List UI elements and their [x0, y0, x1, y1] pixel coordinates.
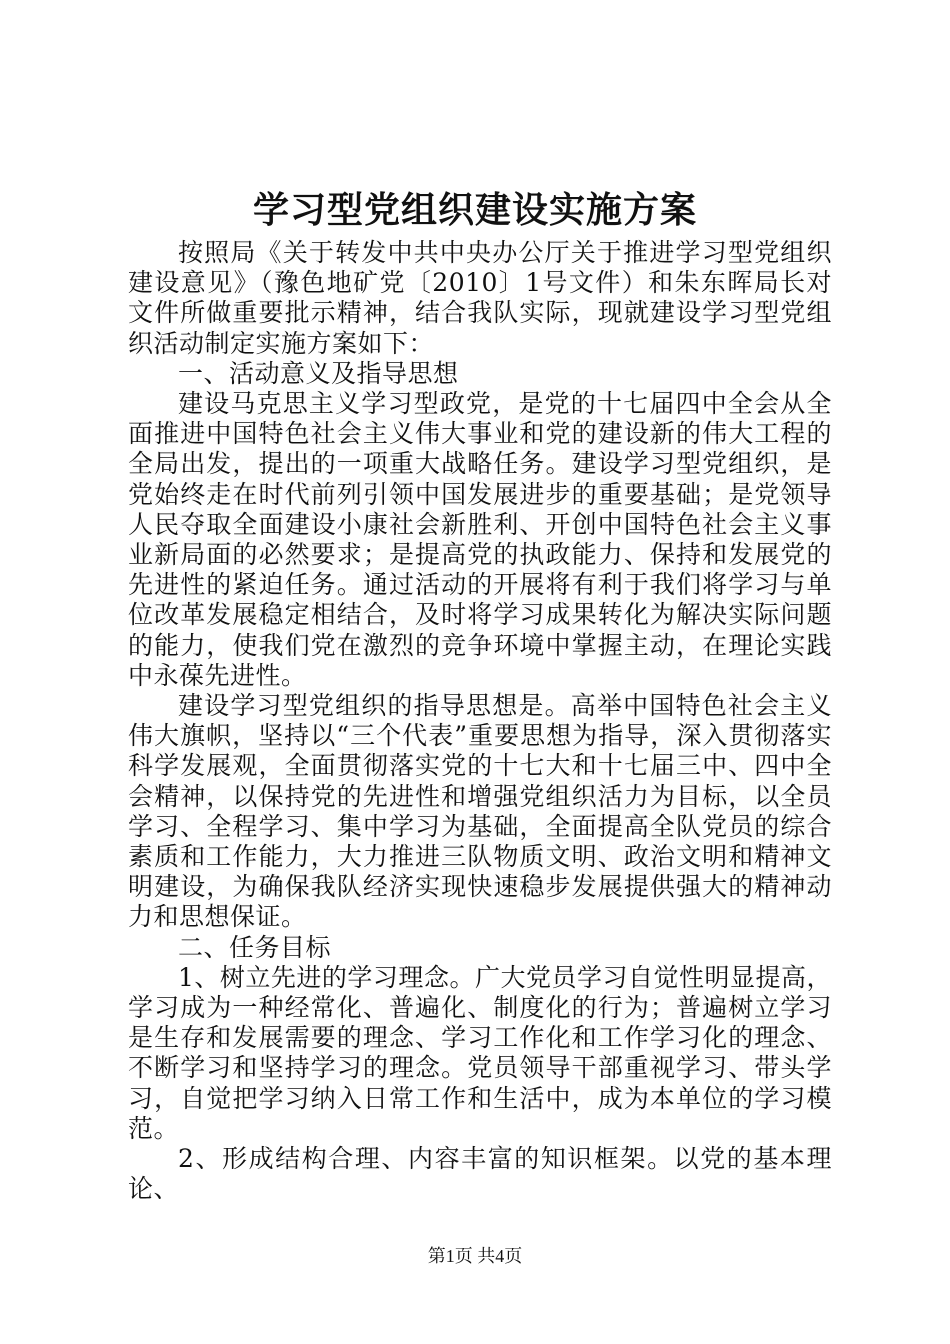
body-paragraph: 1、树立先进的学习理念。广大党员学习自觉性明显提高，学习成为一种经常化、普遍化、制度化的行为；普遍树立学习是生存和发展需要的理念、学习工作化和工作学习化的理念、不断学习和坚持学习的理念。党员领导干部重视学习、带头学习，自觉把学习纳入日常工作和生活中，成为本单位的学习模范。	[128, 962, 832, 1143]
body-paragraph: 建设学习型党组织的指导思想是。高举中国特色社会主义伟大旗帜，坚持以“三个代表”重要思想为指导，深入贯彻落实科学发展观，全面贯彻落实党的十七大和十七届三中、四中全会精神，以保持党的先进性和增强党组织活力为目标，以全员学习、全程学习、集中学习为基础，全面提高全队党员的综合素质和工作能力，大力推进三队物质文明、政治文明和精神文明建设，为确保我队经济实现快速稳步发展提供强大的精神动力和思想保证。	[128, 691, 832, 932]
body-paragraph: 建设马克思主义学习型政党，是党的十七届四中全会从全面推进中国特色社会主义伟大事业和党的建设新的伟大工程的全局出发，提出的一项重大战略任务。建设学习型党组织，是党始终走在时代前列引领中国发展进步的重要基础；是党领导人民夺取全面建设小康社会新胜利、开创中国特色社会主义事业新局面的必然要求；是提高党的执政能力、保持和发展党的先进性的紧迫任务。通过活动的开展将有利于我们将学习与单位改革发展稳定相结合，及时将学习成果转化为解决实际问题的能力，使我们党在激烈的竞争环境中掌握主动，在理论实践中永葆先进性。	[128, 389, 832, 690]
document-title: 学习型党组织建设实施方案	[252, 189, 697, 231]
body-paragraph: 2、形成结构合理、内容丰富的知识框架。以党的基本理论、	[128, 1144, 832, 1204]
section-heading-1: 一、活动意义及指导思想	[178, 358, 459, 388]
page-number-footer: 第1页 共4页	[427, 1246, 523, 1266]
document-body	[128, 238, 832, 1205]
intro-paragraph: 按照局《关于转发中共中央办公厅关于推进学习型党组织建设意见》（豫色地矿党〔2010〕1号文件）和朱东晖局长对文件所做重要批示精神，结合我队实际，现就建设学习型党组织活动制定实施方案如下：	[128, 238, 832, 358]
section-heading-2: 二、任务目标	[178, 932, 332, 962]
